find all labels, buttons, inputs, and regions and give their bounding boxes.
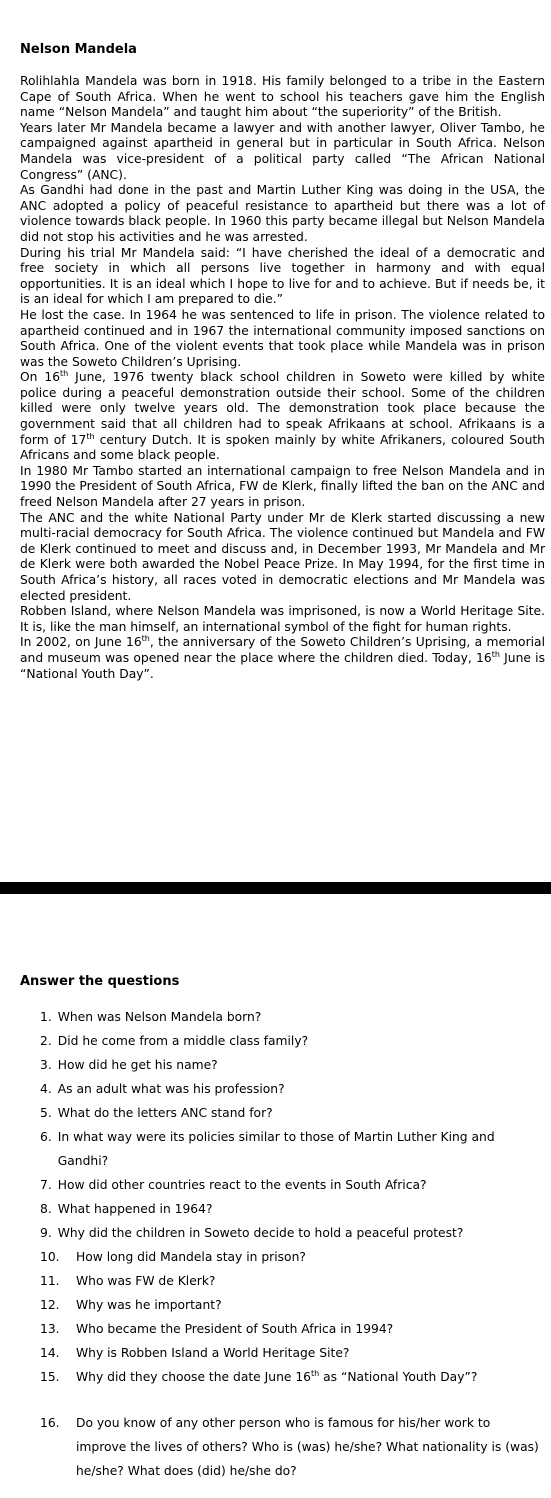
paragraph: In 2002, on June 16th, the anniversary of the Soweto Children’s Uprising, a memorial and museum was opened near the place where the children died. Today, 16th June is “National Youth Day”. [20,634,546,681]
paragraph: Rolihlahla Mandela was born in 1918. His family belonged to a tribe in the Eastern Cape of South Africa. When he went to school his teachers gave him the English name “Nelson Mandela” and taught him about “the superiority” of the British. [20,74,545,120]
paragraph: During his trial Mr Mandela said: “I have cherished the ideal of a democratic and free society in which all persons live together in harmony and with equal opportunities. It is an ideal which I hope to live for and to achieve. But if needs be, it is an ideal for which I am prepared to die.” [20,245,545,307]
question-item: 6. In what way were its policies similar to those of Martin Luther King and Gandhi? [40,1130,495,1168]
question-item: 11. Who was FW de Klerk? [40,1274,216,1288]
paragraph: The ANC and the white National Party under Mr de Klerk started discussing a new multi-racial democracy for South Africa. The violence continued but Mandela and FW de Klerk continued to meet and discuss and, in December 1993, Mr Mandela and Mr de Klerk were both awarded the Nobel Peace Prize. In May 1994, for the first time in South Africa’s history, all races voted in democratic elections and Mr Mandela was elected president. [20,510,545,603]
paragraph: Years later Mr Mandela became a lawyer and with another lawyer, Oliver Tambo, he campaigned against apartheid in general but in particular in South Africa. Nelson Mandela was vice-president of a political party called “The African National Congress” (ANC). [20,120,545,182]
question-item: 8. What happened in 1964? [40,1202,213,1216]
page-divider [0,882,551,894]
paragraph: On 16th June, 1976 twenty black school children in Soweto were killed by white police during a peaceful demonstration outside their school. Some of the children killed were only twelve years old. The demonstration took place because the government said that all children had to speak Afrikaans at school. Afrikaans is a form of 17th century Dutch. It is spoken mainly by white Afrikaners, coloured South Africans and some black people. [20,369,545,463]
paragraph: He lost the case. In 1964 he was sentenced to life in prison. The violence related to apartheid continued and in 1967 the international community imposed sanctions on South Africa. One of the violent events that took place while Mandela was in prison was the Soweto Children’s Uprising. [20,307,545,369]
paragraph: As Gandhi had done in the past and Martin Luther King was doing in the USA, the ANC adopted a policy of peaceful resistance to apartheid but there was a lot of violence towards black people. In 1960 this party became illegal but Nelson Mandela did not stop his activities and he was arrested. [20,183,545,244]
question-item: 3. How did he get his name? [40,1058,218,1072]
question-item: 14. Why is Robben Island a World Heritage Site? [40,1346,350,1360]
question-item: 15. Why did they choose the date June 16th as “National Youth Day”? [40,1368,478,1384]
document-title: Nelson Mandela [20,42,137,57]
question-item: 16. Do you know of any other person who is famous for his/her work to improve the lives of others? Who is (was) he/she? What nationality is (was) he/she? What does (did) he/she do? [40,1416,539,1478]
question-item: 9. Why did the children in Soweto decide to hold a peaceful protest? [40,1226,464,1240]
question-item: 13. Who became the President of South Africa in 1994? [40,1322,394,1336]
question-item: 1. When was Nelson Mandela born? [40,1010,262,1024]
questions-heading: Answer the questions [20,974,180,989]
question-item: 5. What do the letters ANC stand for? [40,1106,273,1120]
questions-list [40,1005,540,1483]
paragraph: In 1980 Mr Tambo started an international campaign to free Nelson Mandela and in 1990 the President of South Africa, FW de Klerk, finally lifted the ban on the ANC and freed Nelson Mandela after 27 years in prison. [20,463,545,510]
question-item: 7. How did other countries react to the events in South Africa? [40,1178,427,1192]
reading-passage [20,74,545,682]
paragraph: Robben Island, where Nelson Mandela was imprisoned, is now a World Heritage Site. It is, like the man himself, an international symbol of the fight for human rights. [20,604,545,634]
question-item: 2. Did he come from a middle class family? [40,1034,309,1048]
question-item: 12. Why was he important? [40,1298,222,1312]
question-item: 10. How long did Mandela stay in prison? [40,1250,306,1264]
question-item: 4. As an adult what was his profession? [40,1082,285,1096]
